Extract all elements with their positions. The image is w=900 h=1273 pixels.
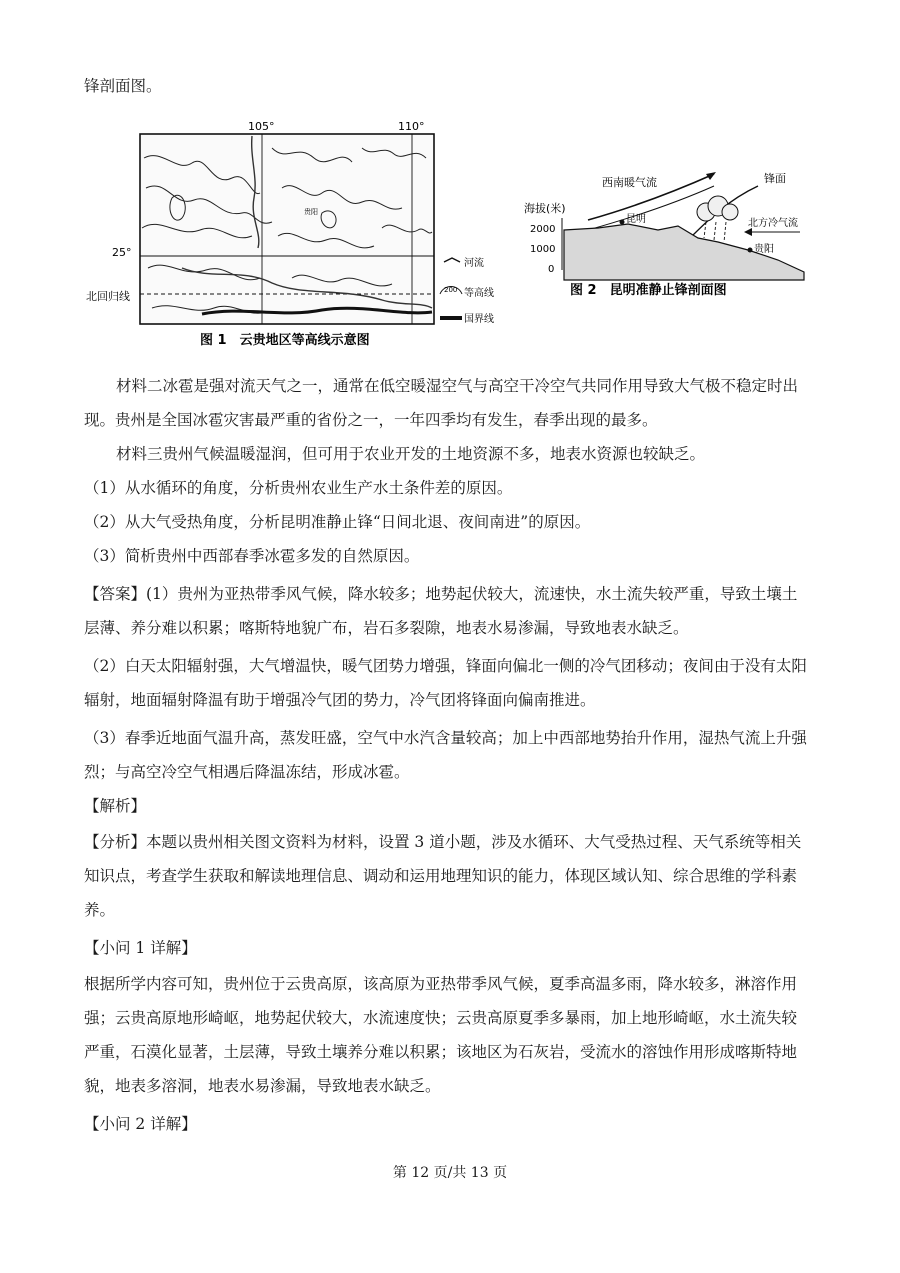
explanation-line: 貌，地表多溶洞，地表水易渗漏，导致地表水缺乏。 <box>84 1077 441 1095</box>
cold-flow-arrowhead <box>744 228 752 236</box>
question-3: （3）简析贵州中西部春季冰雹多发的自然原因。 <box>84 547 420 565</box>
tropic-label: 北回归线 <box>86 290 130 303</box>
map-frame <box>140 134 434 324</box>
answer-line: 层薄、养分难以积累；喀斯特地貌广布，岩石多裂隙，地表水易渗漏，导致地表水缺乏。 <box>84 619 689 637</box>
question-1: （1）从水循环的角度，分析贵州农业生产水土条件差的原因。 <box>84 479 513 497</box>
map-label-guiyang: 贵阳 <box>304 208 318 216</box>
answer-line: 【答案】(1）贵州为亚热带季风气候，降水较多；地势起伏较大，流速快，水土流失较严重，导致土壤土 <box>84 585 798 603</box>
legend-border-label: 国界线 <box>464 314 494 325</box>
answer-line: 烈；与高空冷空气相遇后降温冻结，形成冰雹。 <box>84 763 410 781</box>
lon-105-label: 105° <box>248 120 275 133</box>
figure-1-caption: 图 1 云贵地区等高线示意图 <box>200 333 370 348</box>
y-1000-label: 1000 <box>530 244 556 255</box>
kunming-label: 昆明 <box>626 214 646 225</box>
section-heading: 【解析】 <box>84 797 147 815</box>
section-heading: 【小问 2 详解】 <box>84 1115 197 1133</box>
figure-2-front-profile <box>518 160 818 300</box>
text-line: 材料二冰雹是强对流天气之一，通常在低空暖湿空气与高空干冷空气共同作用导致大气极不稳定时出 <box>116 377 799 395</box>
figure-1-contour-map <box>82 118 494 350</box>
answer-line: 辐射，地面辐射降温有助于增强冷气团的势力，冷气团将锋面向偏南推进。 <box>84 691 596 709</box>
text-line: 现。贵州是全国冰雹灾害最严重的省份之一，一年四季均有发生，春季出现的最多。 <box>84 411 658 429</box>
y-0-label: 0 <box>548 264 555 275</box>
analysis-line: 【分析】本题以贵州相关图文资料为材料，设置 3 道小题，涉及水循环、大气受热过程、天气系统等相关 <box>84 833 802 851</box>
text-line: 锋剖面图。 <box>84 77 162 95</box>
warm-flow-label: 西南暖气流 <box>602 176 657 189</box>
legend-river-label: 河流 <box>464 258 484 269</box>
question-2: （2）从大气受热角度，分析昆明准静止锋“日间北退、夜间南进”的原因。 <box>84 513 591 531</box>
page-footer: 第 12 页/共 13 页 <box>392 1165 508 1181</box>
analysis-line: 知识点，考查学生获取和解读地理信息、调动和运用地理知识的能力，体现区域认知、综合思维的学科素 <box>84 867 798 885</box>
lon-110-label: 110° <box>398 120 425 133</box>
legend-border-symbol <box>440 316 462 320</box>
legend-river-symbol <box>444 258 460 262</box>
explanation-line: 根据所学内容可知，贵州位于云贵高原，该高原为亚热带季风气候，夏季高温多雨，降水较多，淋溶作用 <box>84 975 798 993</box>
legend-contour-label: 等高线 <box>464 288 494 299</box>
warm-flow-arrowhead <box>706 172 716 180</box>
warm-flow-line <box>588 186 714 230</box>
guiyang-label: 贵阳 <box>754 244 774 255</box>
answer-line: （3）春季近地面气温升高，蒸发旺盛，空气中水汽含量较高；加上中西部地势抬升作用，湿热气流上升强 <box>84 729 807 747</box>
text-line: 材料三贵州气候温暖湿润，但可用于农业开发的土地资源不多，地表水资源也较缺乏。 <box>116 445 706 463</box>
answer-line: （2）白天太阳辐射强，大气增温快，暖气团势力增强，锋面向偏北一侧的冷气团移动；夜间由于没有太阳 <box>84 657 807 675</box>
explanation-line: 强；云贵高原地形崎岖，地势起伏较大，水流速度快；云贵高原夏季多暴雨，加上地形崎岖，水土流失较 <box>84 1009 798 1027</box>
explanation-line: 严重，石漠化显著，土层薄，导致土壤养分难以积累；该地区为石灰岩，受流水的溶蚀作用形成喀斯特地 <box>84 1043 798 1061</box>
altitude-label: 海拔(米) <box>524 202 566 215</box>
legend-contour-value: 200 <box>444 286 458 294</box>
cold-flow-label: 北方冷气流 <box>748 218 798 229</box>
kunming-marker <box>620 220 625 225</box>
analysis-line: 养。 <box>84 901 116 919</box>
y-2000-label: 2000 <box>530 224 556 235</box>
lat-25-label: 25° <box>112 246 132 259</box>
figure-2-caption: 图 2 昆明准静止锋剖面图 <box>570 283 727 298</box>
front-label: 锋面 <box>764 172 786 185</box>
cloud-symbol <box>697 196 738 221</box>
guiyang-marker <box>748 248 753 253</box>
rain-lines <box>704 222 726 242</box>
section-heading: 【小问 1 详解】 <box>84 939 197 957</box>
